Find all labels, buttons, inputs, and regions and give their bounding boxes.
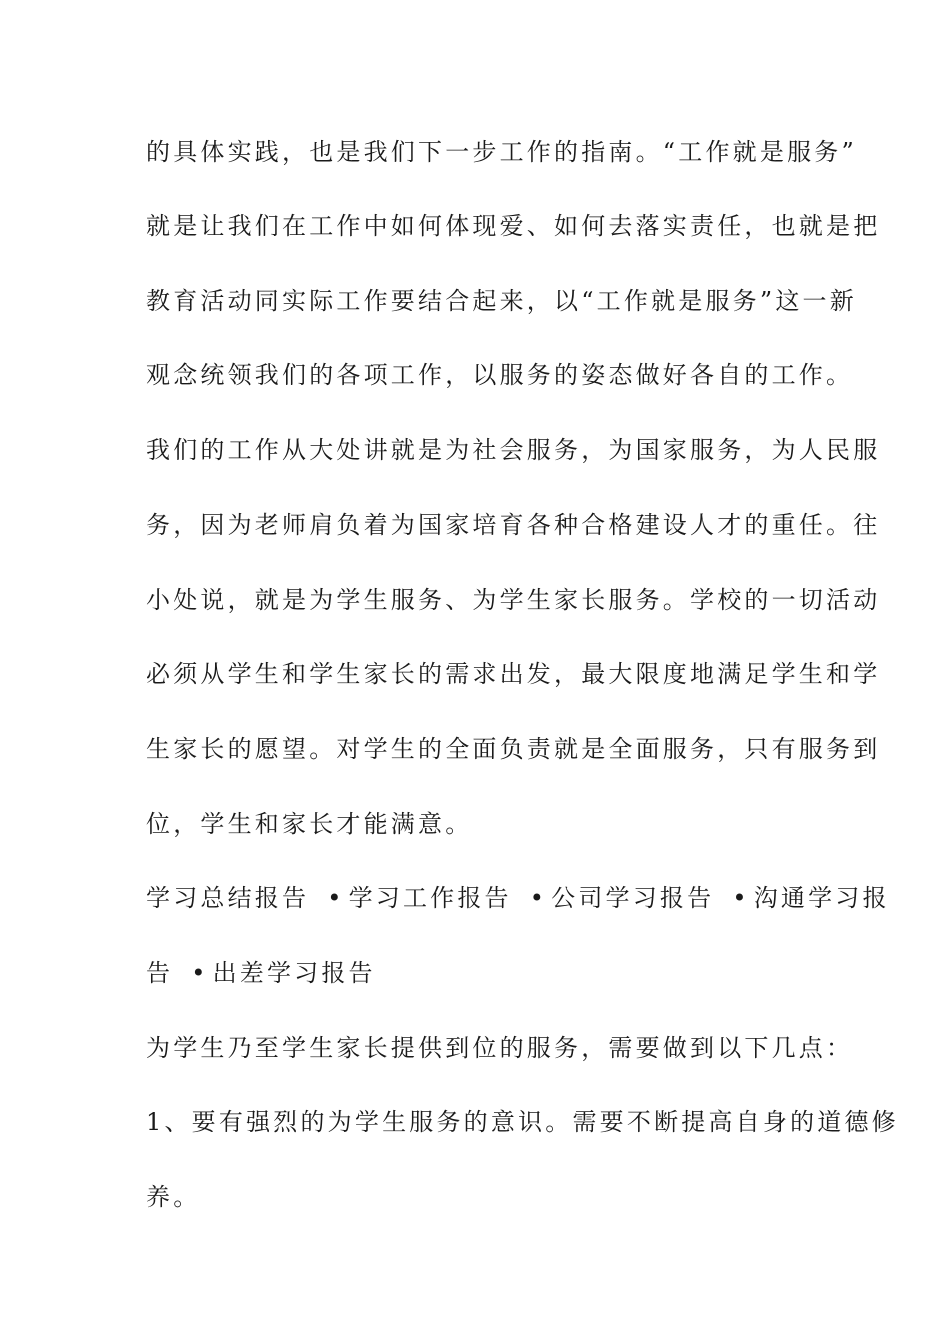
related-links-row — [146, 883, 890, 913]
paragraph-line: 生家长的愿望。对学生的全面负责就是全面服务，只有服务到 — [146, 735, 881, 763]
paragraph-line: 务，因为老师肩负着为国家培育各种合格建设人才的重任。往 — [146, 511, 881, 539]
bullet-separator: • — [327, 884, 345, 912]
paragraph-line: 教育活动同实际工作要结合起来，以“工作就是服务”这一新 — [146, 287, 857, 315]
paragraph-line: 观念统领我们的各项工作，以服务的姿态做好各自的工作。 — [146, 361, 854, 389]
paragraph-line: 就是让我们在工作中如何体现爱、如何去落实责任，也就是把 — [146, 212, 881, 240]
paragraph-line: 的具体实践，也是我们下一步工作的指南。“工作就是服务” — [146, 138, 857, 166]
paragraph-line: 1、要有强烈的为学生服务的意识。需要不断提高自身的道德修 — [146, 1108, 899, 1136]
bullet-separator: • — [529, 884, 548, 912]
related-link[interactable]: 告 — [146, 959, 174, 987]
related-links-row — [146, 958, 810, 988]
paragraph-line: 小处说，就是为学生服务、为学生家长服务。学校的一切活动 — [146, 586, 881, 614]
paragraph-line: 我们的工作从大处讲就是为社会服务，为国家服务，为人民服 — [146, 436, 881, 464]
bullet-separator: • — [191, 959, 209, 987]
related-link[interactable]: 学习总结报告 — [146, 884, 310, 912]
related-link[interactable]: 学习工作报告 — [348, 884, 512, 912]
related-link[interactable]: 出差学习报告 — [212, 959, 376, 987]
bullet-separator: • — [732, 884, 750, 912]
related-link[interactable]: 公司学习报告 — [551, 884, 715, 912]
paragraph-line: 为学生乃至学生家长提供到位的服务，需要做到以下几点： — [146, 1034, 854, 1062]
paragraph-line: 位，学生和家长才能满意。 — [146, 810, 473, 838]
paragraph-line: 必须从学生和学生家长的需求出发，最大限度地满足学生和学 — [146, 660, 881, 688]
related-link[interactable]: 沟通学习报 — [753, 884, 890, 912]
paragraph-line: 养。 — [146, 1183, 201, 1211]
